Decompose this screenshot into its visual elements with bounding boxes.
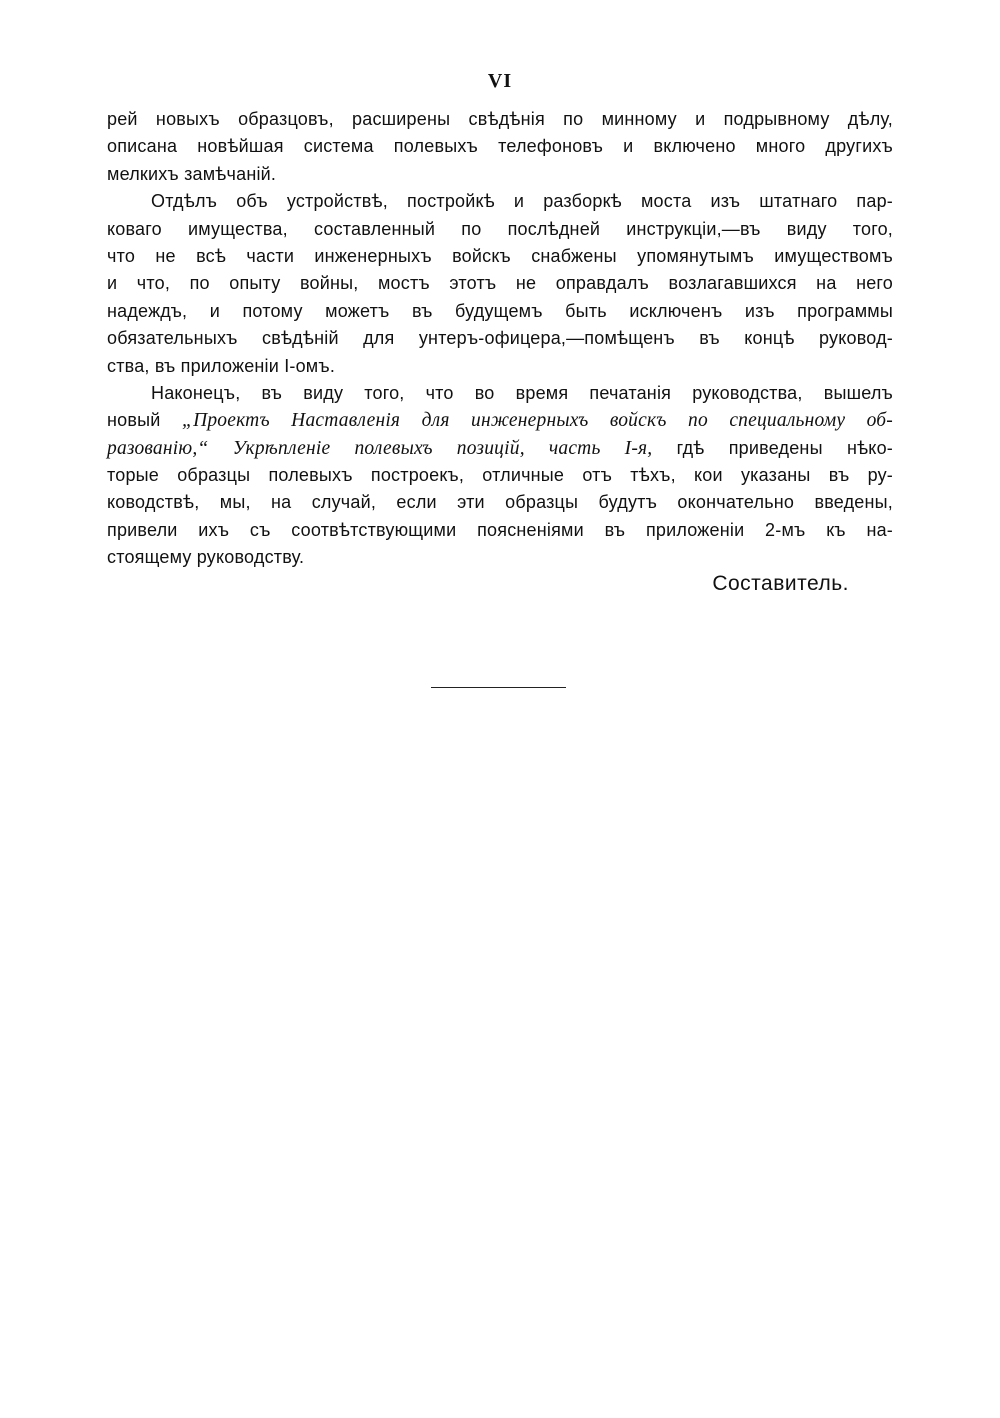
text-line: и что, по опыту войны, мостъ этотъ не оправдалъ возлагавшихся на него — [107, 273, 893, 294]
text-plain: новый — [107, 410, 183, 431]
text-line: мелкихъ замѣчаній. — [107, 163, 277, 184]
text-line: Отдѣлъ объ устройствѣ, постройкѣ и разборкѣ моста изъ штатнаго пар- — [151, 191, 893, 212]
page-number: VI — [487, 70, 513, 92]
end-divider — [431, 687, 566, 688]
text-line: описана новѣйшая система полевыхъ телефоновъ и включено много другихъ — [107, 136, 893, 157]
text-line: коваго имущества, составленный по послѣдней инструкціи,—въ виду того, — [107, 218, 893, 239]
text-plain: гдѣ приведены нѣко- — [652, 437, 893, 458]
text-line: что не всѣ части инженерныхъ войскъ снабжены упомянутымъ имуществомъ — [107, 245, 893, 266]
paragraph-2 — [107, 188, 893, 380]
text-line — [107, 435, 893, 462]
text-line: Наконецъ, въ виду того, что во время печатанія руководства, вышелъ — [151, 382, 893, 403]
text-line: ства, въ приложеніи І-омъ. — [107, 355, 336, 376]
paragraph-3 — [107, 380, 893, 572]
text-line: торые образцы полевыхъ построекъ, отличные отъ тѣхъ, кои указаны въ ру- — [107, 465, 893, 486]
italic-title: „Проектъ Наставленія для инженерныхъ войскъ по специальному об- — [182, 410, 893, 432]
text-line: привели ихъ съ соотвѣтствующими поясненіями въ приложеніи 2-мъ къ на- — [107, 519, 893, 540]
text-line: обязательныхъ свѣдѣній для унтеръ-офицера,—помѣщенъ въ концѣ руковод- — [107, 328, 893, 349]
text-line: надеждъ, и потому можетъ въ будущемъ быть исключенъ изъ программы — [107, 300, 893, 321]
italic-title: разованію,“ — [107, 437, 209, 459]
italic-title: Укрѣпленіе полевыхъ позицій, часть І-я, — [232, 437, 653, 459]
text-line: ководствѣ, мы, на случай, если эти образцы будутъ окончательно введены, — [107, 492, 893, 513]
signature: Составитель. — [712, 572, 849, 595]
text-line — [107, 407, 893, 434]
text-line: стоящему руководству. — [107, 547, 305, 568]
text-line: рей новыхъ образцовъ, расширены свѣдѣнія по минному и подрывному дѣлу, — [107, 109, 893, 129]
body-text — [107, 106, 893, 572]
paragraph-1 — [107, 106, 893, 188]
